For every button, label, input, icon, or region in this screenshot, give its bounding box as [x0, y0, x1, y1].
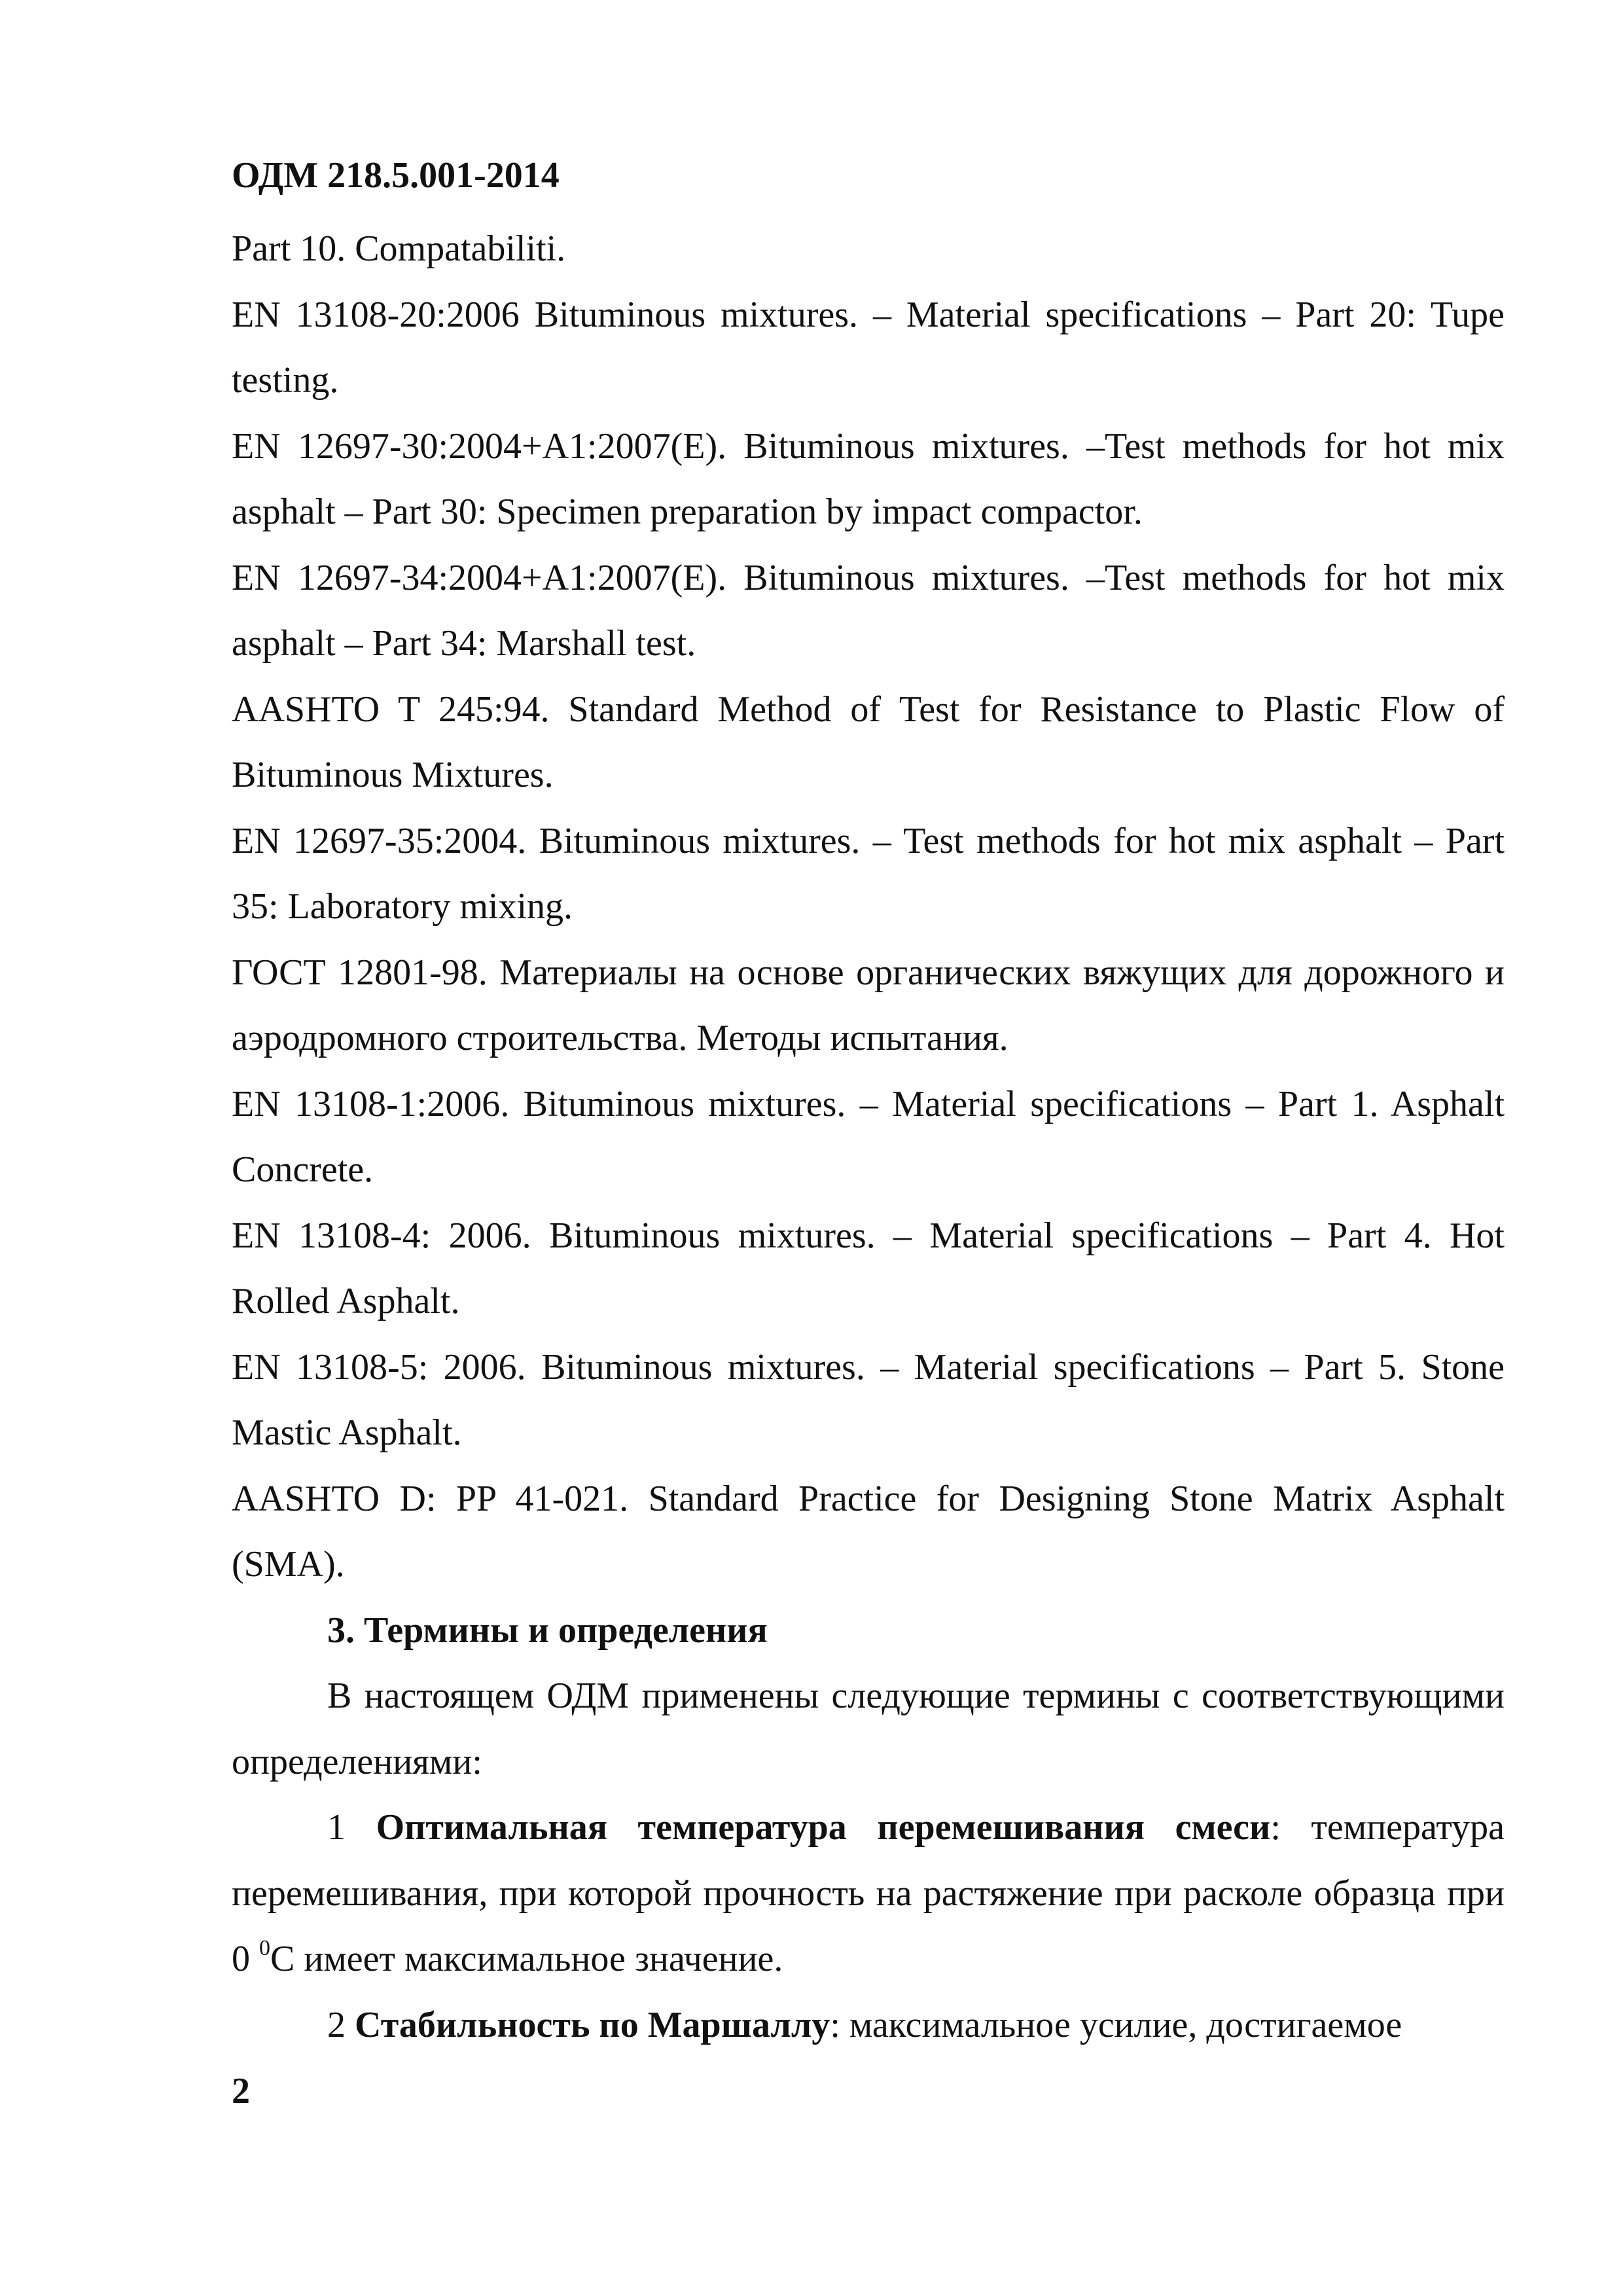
term-definition-1 [232, 1795, 1505, 1992]
reference-en-12697-30: EN 12697-30:2004+A1:2007(E). Bituminous mixtures. –Test methods for hot mix asphalt – Part 30: Specimen preparation by impact compactor. [232, 425, 1505, 532]
reference-part-10: Part 10. Compatabiliti. [232, 228, 566, 269]
term-definition-text: : максимальное усилие, достигаемое [830, 2004, 1402, 2045]
section-heading: 3. Термины и определения [327, 1609, 768, 1651]
reference-en-13108-4: EN 13108-4: 2006. Bituminous mixtures. – Material specifications – Part 4. Hot Rolled Asphalt. [232, 1215, 1505, 1321]
reference-en-13108-20: EN 13108-20:2006 Bituminous mixtures. – Material specifications – Part 20: Tupe testing. [232, 294, 1505, 401]
section-intro: В настоящем ОДМ применены следующие термины с соответствующими определениями: [232, 1676, 1505, 1782]
term-definition-text: : температура перемешивания, при которой прочность на растяжение при расколе образца при 0 [232, 1807, 1505, 1979]
term-number: 1 [327, 1807, 346, 1848]
page-number: 2 [232, 2071, 250, 2111]
reference-aashto-pp-41: AASHTO D: PP 41-021. Standard Practice for Designing Stone Matrix Asphalt (SMA). [232, 1478, 1505, 1585]
term-definition-text-end: С имеет максимальное значение. [270, 1939, 783, 1979]
degree-superscript: 0 [259, 1936, 270, 1960]
reference-en-12697-35: EN 12697-35:2004. Bituminous mixtures. – Test methods for hot mix asphalt – Part 35: Laboratory mixing. [232, 820, 1505, 927]
page-body [232, 216, 1505, 2058]
reference-en-12697-34: EN 12697-34:2004+A1:2007(E). Bituminous mixtures. –Test methods for hot mix asphalt – Part 34: Marshall test. [232, 557, 1505, 664]
reference-en-13108-1: EN 13108-1:2006. Bituminous mixtures. – Material specifications – Part 1. Asphalt Concrete. [232, 1083, 1505, 1190]
term-name: Оптимальная температура перемешивания смеси [376, 1807, 1271, 1848]
term-name: Стабильность по Маршаллу [355, 2004, 830, 2045]
document-code: ОДМ 218.5.001-2014 [232, 155, 560, 196]
reference-en-13108-5: EN 13108-5: 2006. Bituminous mixtures. – Material specifications – Part 5. Stone Mastic Asphalt. [232, 1346, 1505, 1453]
reference-gost-12801: ГОСТ 12801-98. Материалы на основе органических вяжущих для дорожного и аэродромного строительства. Методы испытания. [232, 952, 1505, 1058]
term-definition-2 [232, 1992, 1505, 2058]
reference-aashto-t-245: AASHTO T 245:94. Standard Method of Test for Resistance to Plastic Flow of Bituminous Mixtures. [232, 689, 1505, 795]
term-number: 2 [327, 2004, 346, 2045]
